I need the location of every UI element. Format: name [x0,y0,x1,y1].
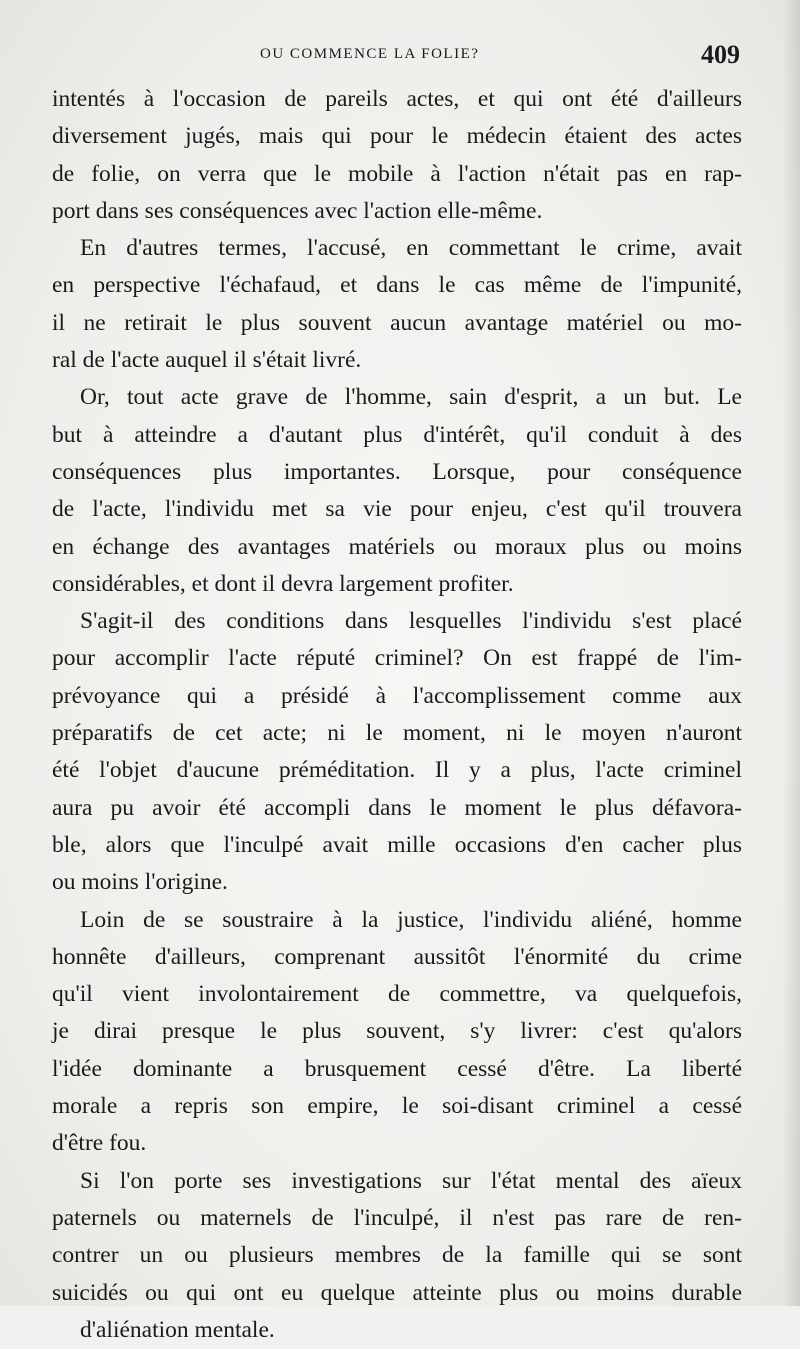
text-line: honnête d'ailleurs, comprenant aussitôt l'énormité du crime [52,943,742,970]
text-line: été l'objet d'aucune préméditation. Il y a plus, l'acte criminel [52,757,742,784]
text-line: de folie, on verra que le mobile à l'action n'était pas en rap- [52,160,742,187]
text-line: d'être fou. [52,1130,147,1157]
text-line: d'aliénation mentale. [80,1316,275,1343]
text-line: diversement jugés, mais qui pour le médecin étaient des actes [52,123,742,150]
text-line: morale a repris son empire, le soi-disant criminel a cessé [52,1093,742,1120]
text-line: prévoyance qui a présidé à l'accomplissement comme aux [52,682,742,709]
body-text [52,81,742,1349]
text-line: Loin de se soustraire à la justice, l'individu aliéné, homme [80,906,742,933]
text-line: l'idée dominante a brusquement cessé d'être. La liberté [52,1055,742,1082]
text-line: Si l'on porte ses investigations sur l'état mental des aïeux [80,1167,742,1194]
text-line: En d'autres termes, l'accusé, en commettant le crime, avait [80,235,742,262]
text-line: en échange des avantages matériels ou moraux plus ou moins [52,533,742,560]
text-line: qu'il vient involontairement de commettre, va quelquefois, [52,981,742,1008]
text-line: pour accomplir l'acte réputé criminel? On est frappé de l'im- [52,645,742,672]
text-line: il ne retirait le plus souvent aucun avantage matériel ou mo- [52,309,742,336]
text-line: considérables, et dont il devra largement profiter. [52,570,514,597]
text-line: conséquences plus importantes. Lorsque, pour conséquence [52,458,742,485]
text-line: je dirai presque le plus souvent, s'y livrer: c'est qu'alors [52,1018,742,1045]
text-line: préparatifs de cet acte; ni le moment, ni le moyen n'auront [52,720,742,747]
running-head: OU COMMENCE LA FOLIE? [260,46,480,62]
text-line: ral de l'acte auquel il s'était livré. [52,347,362,374]
text-line: contrer un ou plusieurs membres de la famille qui se sont [52,1242,742,1269]
text-line: Or, tout acte grave de l'homme, sain d'esprit, a un but. Le [80,384,742,411]
text-line: ou moins l'origine. [52,869,228,896]
text-line: suicidés ou qui ont eu quelque atteinte plus ou moins durable [52,1279,742,1306]
text-line: de l'acte, l'individu met sa vie pour enjeu, c'est qu'il trouvera [52,496,742,523]
text-line: aura pu avoir été accompli dans le moment le plus défavora- [52,794,742,821]
text-line: but à atteindre a d'autant plus d'intérêt, qu'il conduit à des [52,421,742,448]
text-line: S'agit-il des conditions dans lesquelles l'individu s'est placé [80,608,742,635]
page-header [50,40,740,80]
page-edge-shadow [782,0,800,1306]
text-line: paternels ou maternels de l'inculpé, il n'est pas rare de ren- [52,1204,742,1231]
text-line: ble, alors que l'inculpé avait mille occasions d'en cacher plus [52,831,742,858]
text-line: intentés à l'occasion de pareils actes, et qui ont été d'ailleurs [52,86,742,112]
text-line: port dans ses conséquences avec l'action elle-même. [52,197,543,224]
page-number: 409 [701,40,740,69]
text-line: en perspective l'échafaud, et dans le cas même de l'impunité, [52,272,742,299]
